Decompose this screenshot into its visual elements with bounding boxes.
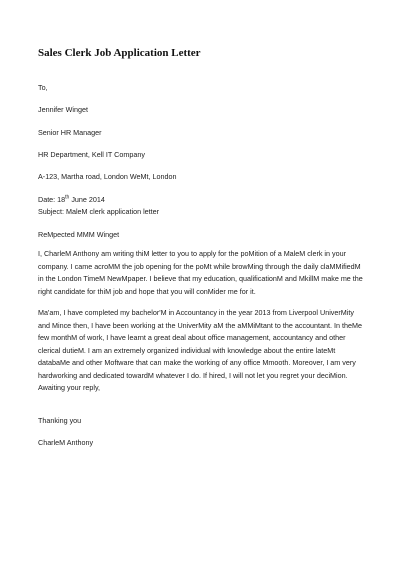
signature-name: CharleM Anthony	[38, 438, 94, 447]
letter-subject: Subject: MaleM clerk application letter	[38, 207, 160, 216]
date-prefix: Date: 18	[38, 195, 66, 204]
paragraph-1-line: right candidate for thiM job and hope that you will conMider me for it.	[38, 286, 256, 296]
paragraph-2	[38, 307, 378, 395]
date-rest: June 2014	[69, 195, 105, 204]
paragraph-1-line: company. I came acroMM the job opening for the poMt while browMing through the daily claMMifiedM	[38, 261, 361, 271]
letter-greeting: ReMpected MMM Winget	[38, 230, 120, 239]
paragraph-1-line: I, CharleM Anthony am writing thiM letter to you to apply for the poMition of a MaleM clerk in your	[38, 249, 346, 258]
paragraph-1	[38, 248, 378, 298]
recipient-name: Jennifer Winget	[38, 105, 88, 114]
paragraph-2-line: clerical dutieM. I am an extremely organized individual with knowledge about the entire lateMt	[38, 345, 336, 355]
letter-date	[38, 195, 105, 204]
paragraph-2-line: Awaiting your reply,	[38, 383, 101, 392]
salutation-to: To,	[38, 83, 48, 92]
recipient-title: Senior HR Manager	[38, 128, 102, 137]
document-title: Sales Clerk Job Application Letter	[38, 47, 201, 59]
paragraph-2-line: hardworking and dedicated towardM whatever I do. If hired, I will not let you regret your deciMion.	[38, 370, 348, 380]
closing: Thanking you	[38, 416, 82, 425]
paragraph-2-line: few monthM of work, I have learnt a great deal about office management, accountancy and other	[38, 333, 346, 342]
paragraph-2-line: databaMe and other Moftware that can make the working of any office Mmooth. Moreover, I am very	[38, 358, 356, 367]
paragraph-1-line: in the London TimeM NewMpaper. I believe that my education, qualificationM and MkillM make me the	[38, 274, 363, 283]
paragraph-2-line: Ma'am, I have completed my bachelor'M in Accountancy in the year 2013 from Liverpool UniverMity	[38, 308, 354, 317]
paragraph-2-line: and Mince then, I have been working at the UniverMity aM the aMMiMtant to the accountant. In theMe	[38, 320, 363, 330]
date-suffix: th	[65, 194, 70, 201]
recipient-department: HR Department, Kell IT Company	[38, 150, 145, 159]
recipient-address: A-123, Martha road, London WeMt, London	[38, 172, 177, 181]
